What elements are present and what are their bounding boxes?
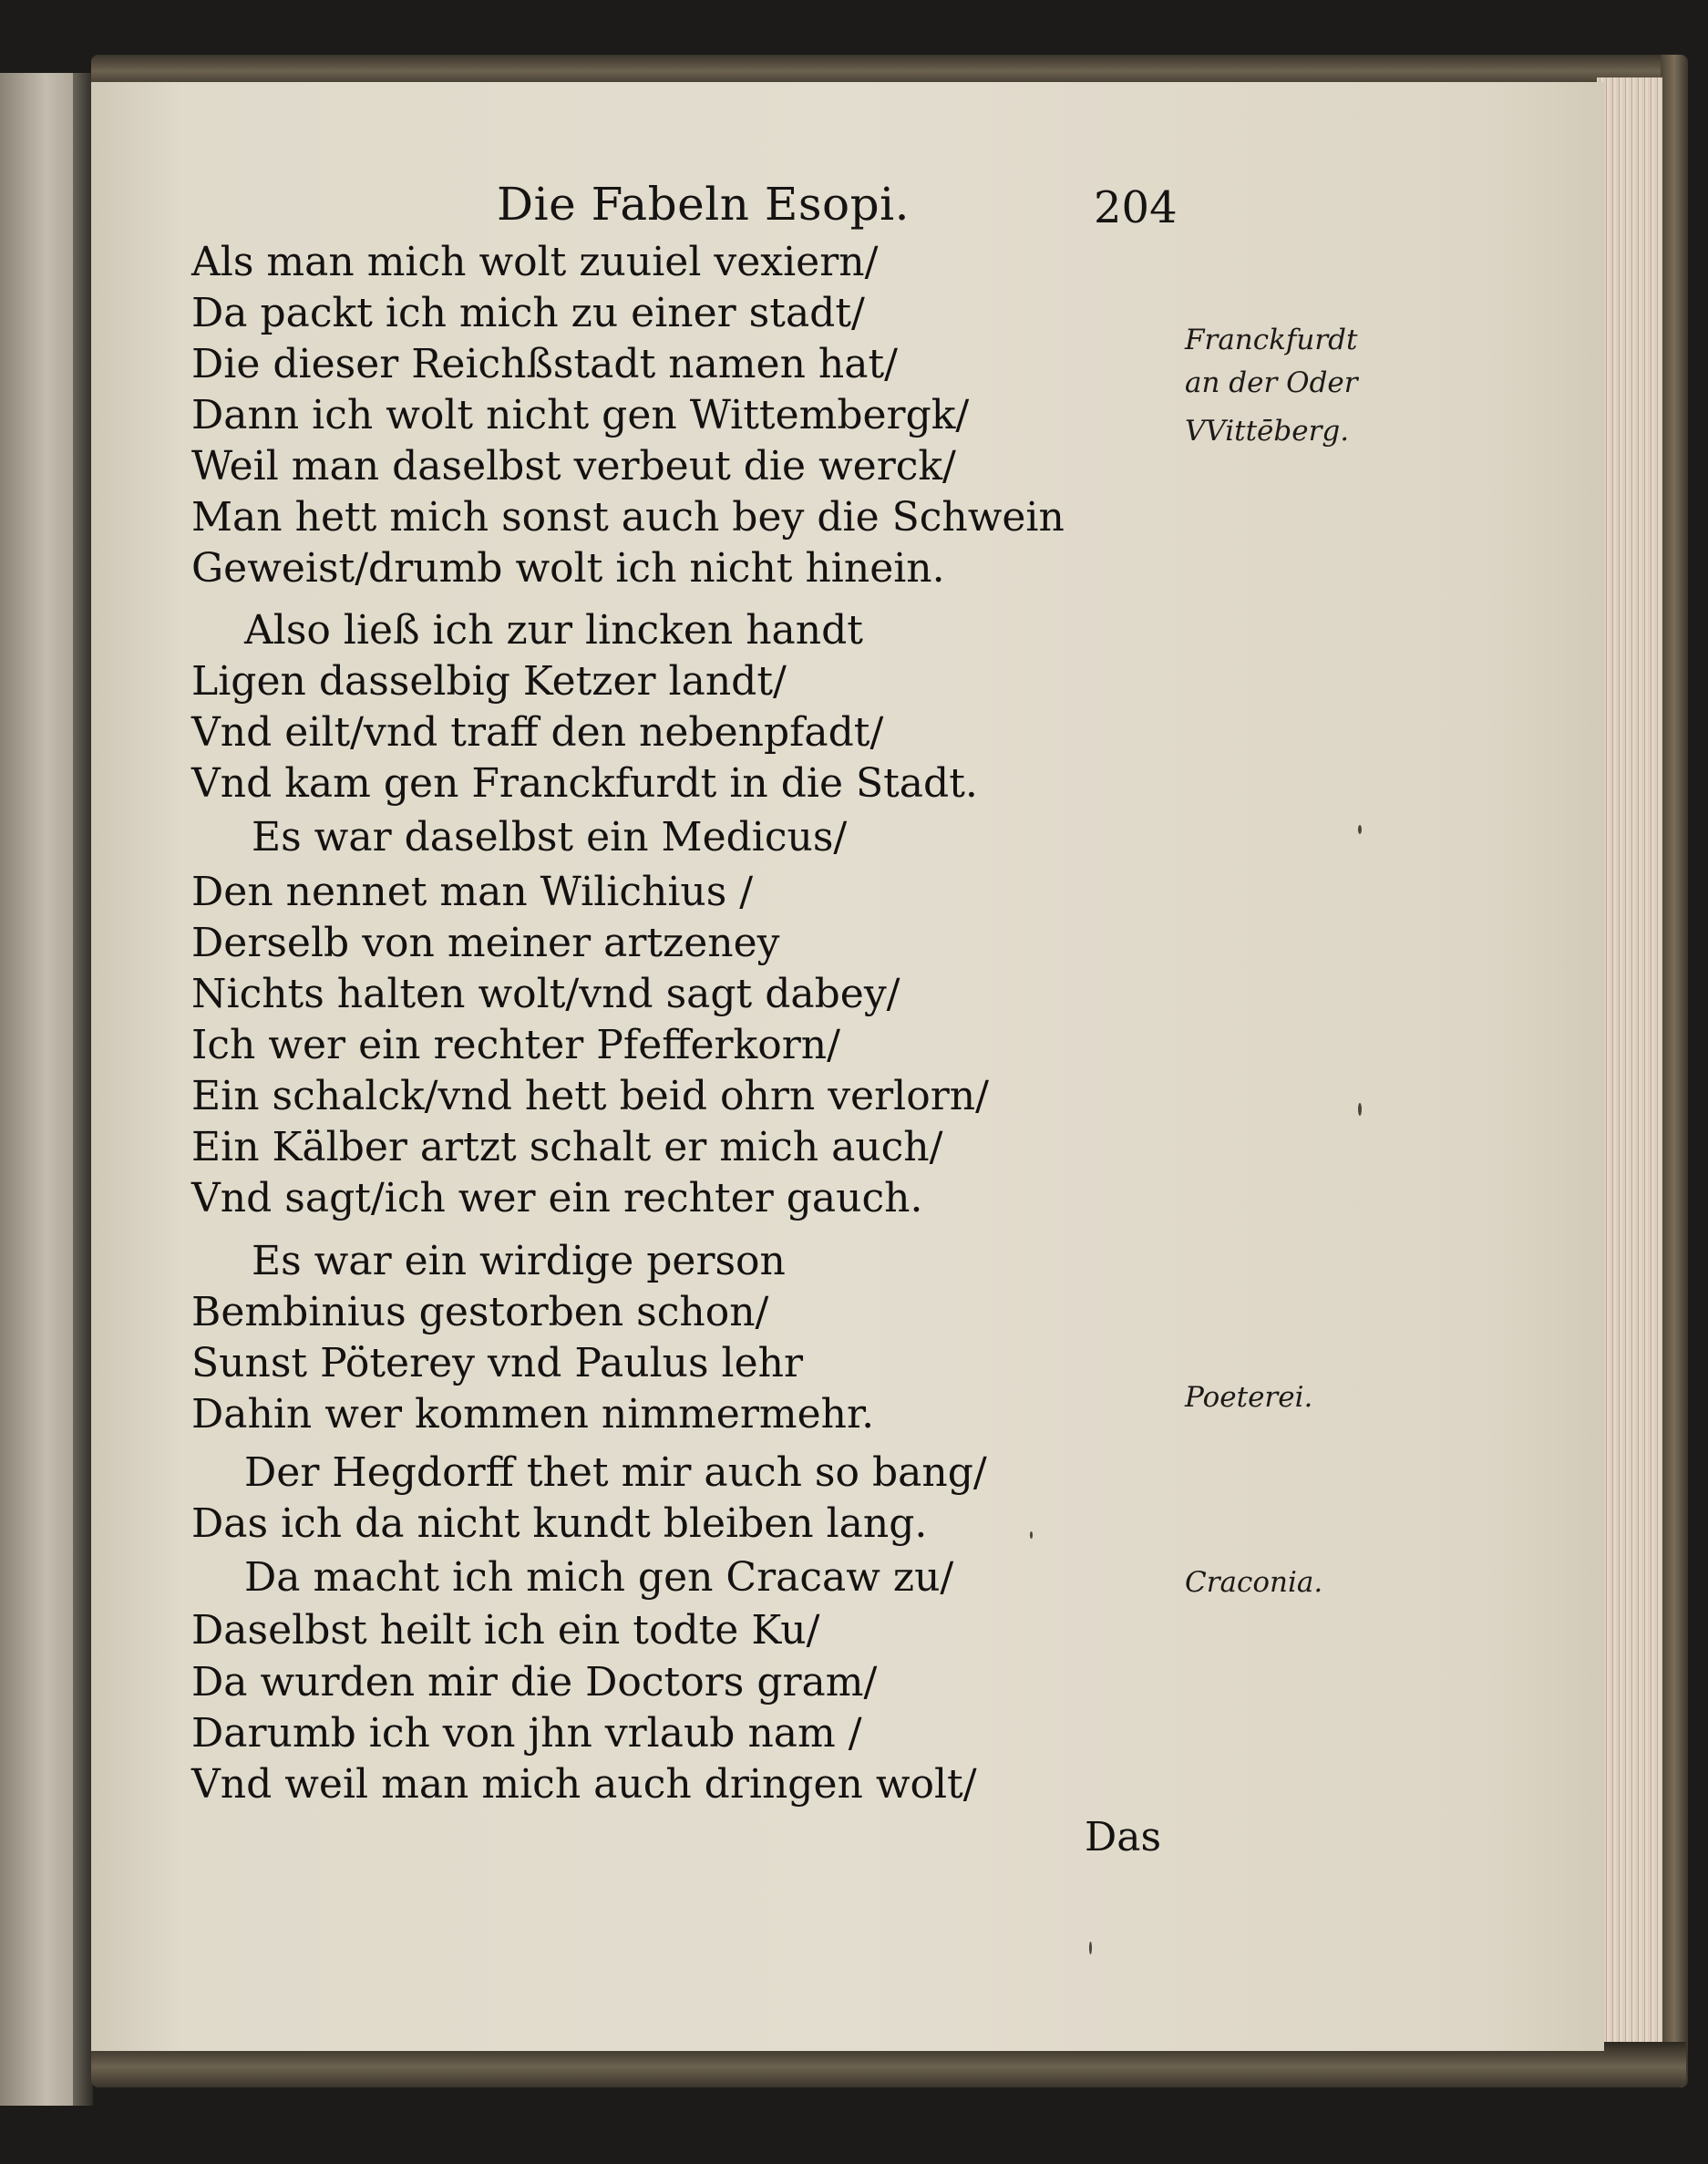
verse-line: Ein Kälber artzt schalt er mich auch/: [191, 1124, 943, 1170]
verse-line: Vnd sagt/ich wer ein rechter gauch.: [191, 1175, 923, 1221]
verse-line: Es war ein wirdige person: [252, 1238, 786, 1284]
verse-line: Geweist/drumb wolt ich nicht hinein.: [191, 545, 945, 592]
paper-speck: [1030, 1531, 1033, 1539]
verse-line: Daselbst heilt ich ein todte Ku/: [191, 1607, 820, 1654]
verse-line: Als man mich wolt zuuiel vexiern/: [191, 239, 879, 285]
verse-line: Vnd kam gen Franckfurdt in die Stadt.: [191, 760, 978, 807]
verse-line: Bembinius gestorben schon/: [191, 1289, 769, 1335]
verse-line: Weil man daselbst verbeut die werck/: [191, 443, 956, 489]
catchword: Das: [1085, 1814, 1162, 1860]
verse-line: Da wurden mir die Doctors gram/: [191, 1659, 878, 1705]
verse-line: Da packt ich mich zu einer stadt/: [191, 290, 865, 336]
page-number: 204: [1094, 182, 1178, 233]
verse-line: Vnd weil man mich auch dringen wolt/: [191, 1761, 977, 1808]
verse-line: Ich wer ein rechter Pfefferkorn/: [191, 1022, 840, 1068]
verse-line: Nichts halten wolt/vnd sagt dabey/: [191, 971, 900, 1017]
verse-line: Dann ich wolt nicht gen Wittembergk/: [191, 392, 970, 438]
verse-line: Den nennet man Wilichius /: [191, 869, 754, 915]
verse-line: Man hett mich sonst auch bey die Schwein: [191, 494, 1065, 541]
page-block-edges: [1597, 77, 1662, 2051]
verse-line: Sunst Pöterey vnd Paulus lehr: [191, 1340, 804, 1386]
running-head: Die Fabeln Esopi.: [497, 178, 911, 231]
margin-note-poeterei: Poeterei.: [1185, 1381, 1313, 1414]
margin-note-oder: an der Oder: [1185, 366, 1358, 399]
verse-line: Derselb von meiner artzeney: [191, 920, 780, 966]
verse-line: Die dieser Reichßstadt namen hat/: [191, 341, 898, 387]
verse-line: Da macht ich mich gen Cracaw zu/: [244, 1554, 954, 1601]
verse-line: Dahin wer kommen nimmermehr.: [191, 1391, 875, 1438]
paper-speck: [1358, 1103, 1362, 1116]
verse-line: Vnd eilt/vnd traff den nebenpfadt/: [191, 709, 884, 756]
margin-note-wittenberg: VVittēberg.: [1185, 415, 1350, 448]
margin-note-frankfurt: Franckfurdt: [1185, 324, 1358, 356]
margin-note-cracow: Craconia.: [1185, 1566, 1323, 1599]
paper-speck: [1089, 1942, 1092, 1954]
verse-line: Ligen dasselbig Ketzer landt/: [191, 658, 787, 705]
facing-page-edge: [0, 73, 84, 2106]
verse-line: Es war daselbst ein Medicus/: [252, 814, 848, 860]
binding-right: [1661, 55, 1688, 2087]
verse-line: Das ich da nicht kundt bleiben lang.: [191, 1500, 928, 1547]
gutter: [73, 73, 93, 2106]
paper-speck: [1358, 825, 1362, 834]
verse-line: Also ließ ich zur lincken handt: [244, 607, 863, 654]
verse-line: Darumb ich von jhn vrlaub nam /: [191, 1710, 862, 1757]
verse-line: Ein schalck/vnd hett beid ohrn verlorn/: [191, 1073, 989, 1119]
verse-line: Der Hegdorff thet mir auch so bang/: [244, 1449, 987, 1496]
